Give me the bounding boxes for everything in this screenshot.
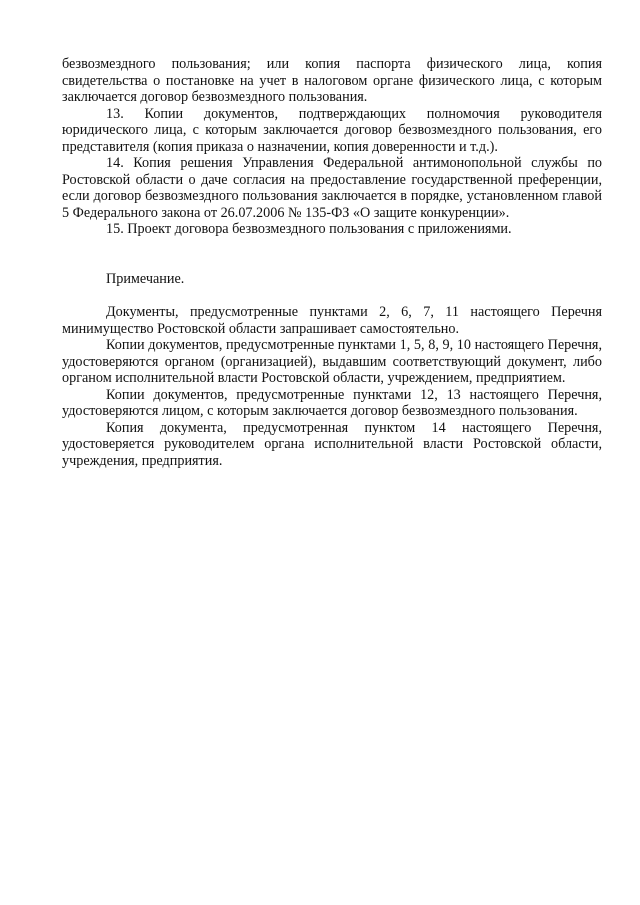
list-item-15: 15. Проект договора безвозмездного пользования с приложениями. — [106, 221, 512, 237]
note-paragraph: Копии документов, предусмотренные пунктами 12, 13 настоящего Перечня, удостоверяются лицом, с которым заключается договор безвозмездного пользования. — [62, 386, 602, 419]
list-item-12-continuation: безвозмездного пользования; или копия паспорта физического лица, копия свидетельства о постановке на учет в налоговом органе физического лица, с которым заключается договор безвозмездного пользования. — [62, 56, 602, 105]
spacer — [62, 238, 602, 271]
note-paragraph: Документы, предусмотренные пунктами 2, 6, 7, 11 настоящего Перечня минимущество Ростовской области запрашивает самостоятельно. — [62, 304, 602, 337]
spacer — [62, 287, 602, 304]
note-paragraph: Копия документа, предусмотренная пунктом 14 настоящего Перечня, удостоверяется руководителем органа исполнительной власти Ростовской области, учреждения, предприятия. — [62, 419, 602, 469]
list-item-14: 14. Копия решения Управления Федеральной антимонопольной службы по Ростовской области о даче согласия на предоставление государственной преференции, если договор безвозмездного пользования заключается в порядке, установленном главой 5 Федерального закона от 26.07.2006 № 135-ФЗ «О защите конкуренции». — [62, 155, 602, 221]
note-paragraph: Копии документов, предусмотренные пунктами 1, 5, 8, 9, 10 настоящего Перечня, удостоверяются органом (организацией), выдавшим соответствующий документ, либо органом исполнительной власти Ростовской области, учреждением, предприятием. — [62, 337, 602, 386]
document-page — [62, 56, 602, 469]
list-item-13: 13. Копии документов, подтверждающих полномочия руководителя юридического лица, с которым заключается договор безвозмездного пользования, его представителя (копия приказа о назначении, копия доверенности и т.д.). — [62, 105, 602, 155]
note-heading: Примечание. — [106, 270, 185, 287]
